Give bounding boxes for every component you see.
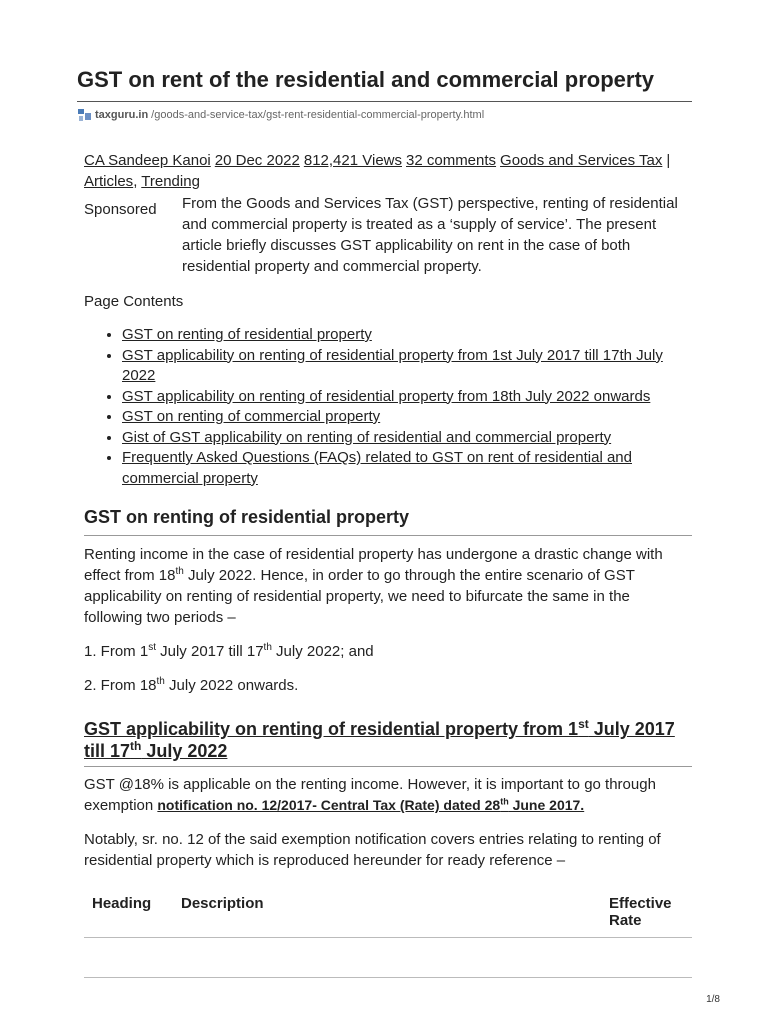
- ordinal-sup: th: [263, 642, 272, 653]
- toc-item: [122, 346, 692, 387]
- section-heading-residential: GST on renting of residential property: [84, 505, 692, 536]
- toc-link-commercial[interactable]: GST on renting of commercial property: [122, 408, 381, 425]
- period-item-2: [84, 675, 692, 696]
- views-link[interactable]: 812,421 Views: [303, 152, 402, 169]
- section-paragraph: [84, 544, 692, 628]
- gst-rate-paragraph: [84, 774, 692, 816]
- toc-item: [122, 448, 692, 489]
- ordinal-sup: th: [500, 796, 509, 807]
- para-text: July 2022. Hence, in order to go through the entire scenario of GST applicability on renting of residential property, we need to bifurcate the same in the following two periods –: [84, 567, 635, 626]
- period-text: 1. From 1: [84, 643, 149, 660]
- heading-text: GST applicability on renting of residential property from 1: [84, 719, 579, 739]
- sponsored-block: [84, 192, 692, 277]
- sponsored-label: Sponsored: [84, 201, 157, 218]
- notification-link[interactable]: [157, 797, 584, 813]
- toc-link-gist[interactable]: Gist of GST applicability on renting of residential and commercial property: [122, 428, 612, 446]
- toc-link-2017-2022[interactable]: GST applicability on renting of residential property from 1st July 2017 till 17th July 2022: [122, 346, 663, 384]
- para-text: Renting income in the case of residential property has undergone a drastic change with effect from 18: [84, 546, 663, 584]
- comments-link[interactable]: 32 comments: [406, 152, 497, 169]
- link-text: June 2017.: [508, 797, 585, 813]
- toc-link-residential[interactable]: GST on renting of residential property: [122, 326, 372, 343]
- ordinal-sup: th: [156, 676, 165, 687]
- table-header-row: [84, 889, 692, 938]
- heading-text: July 2017 till 17: [84, 719, 675, 761]
- toc-link-2022-onwards[interactable]: GST applicability on renting of residential property from 18th July 2022 onwards: [122, 387, 651, 405]
- article-meta: [84, 150, 692, 192]
- col-description: Description: [173, 889, 601, 938]
- category-link[interactable]: Goods and Services Tax: [500, 152, 663, 169]
- exemption-paragraph: Notably, sr. no. 12 of the said exemption notification covers entries relating to renting of residential property which is reproduced hereunder for ready reference –: [84, 831, 661, 869]
- exemption-table: [84, 889, 692, 978]
- tag-trending-link[interactable]: Trending: [141, 173, 200, 190]
- tag-separator: ,: [133, 173, 138, 190]
- source-url[interactable]: [77, 107, 484, 122]
- site-favicon-icon: [77, 107, 92, 122]
- col-effective-rate: Effective Rate: [601, 889, 692, 938]
- tag-articles-link[interactable]: Articles: [84, 173, 134, 190]
- source-path: /goods-and-service-tax/gst-rent-residential-commercial-property.html: [151, 108, 485, 121]
- period-text: July 2022; and: [271, 643, 374, 660]
- article-body: [84, 150, 692, 978]
- table-row: [84, 938, 692, 978]
- heading-text: July 2022: [141, 741, 228, 761]
- col-heading: Heading: [84, 889, 173, 938]
- period-item-1: [84, 641, 692, 662]
- article-title: GST on rent of the residential and commercial property: [77, 67, 655, 92]
- para-text: GST @18% is applicable on the renting income. However, it is important to go through exemption: [84, 776, 656, 814]
- period-text: July 2022 onwards.: [164, 677, 299, 694]
- title-divider: [77, 101, 692, 102]
- meta-separator: |: [666, 152, 671, 169]
- intro-paragraph: From the Goods and Services Tax (GST) perspective, renting of residential and commercial property is treated as a ‘supply of service’. The present article briefly discusses GST applicability on rent in the case of both residential property and commercial property.: [182, 195, 678, 275]
- ordinal-sup: th: [130, 739, 142, 753]
- author-link[interactable]: CA Sandeep Kanoi: [84, 152, 211, 169]
- toc-item: [122, 428, 692, 449]
- link-text: notification no. 12/2017- Central Tax (Rate) dated 28: [157, 797, 501, 813]
- toc-title: Page Contents: [84, 293, 184, 310]
- toc-link-faqs[interactable]: Frequently Asked Questions (FAQs) related to GST on rent of residential and commercial property: [122, 449, 632, 487]
- table-of-contents: [84, 325, 692, 489]
- date-link[interactable]: 20 Dec 2022: [214, 152, 300, 169]
- page-number: 1/8: [706, 994, 720, 1005]
- ordinal-sup: th: [175, 566, 184, 577]
- ordinal-sup: st: [148, 642, 156, 653]
- toc-item: [122, 387, 692, 408]
- ordinal-sup: st: [578, 717, 589, 731]
- period-text: 2. From 18: [84, 677, 157, 694]
- section-heading-2017-2022: [84, 718, 692, 767]
- period-text: July 2017 till 17: [155, 643, 264, 660]
- table-cell: [84, 938, 692, 978]
- toc-item: [122, 325, 692, 346]
- toc-item: [122, 407, 692, 428]
- source-host: taxguru.in: [95, 108, 149, 121]
